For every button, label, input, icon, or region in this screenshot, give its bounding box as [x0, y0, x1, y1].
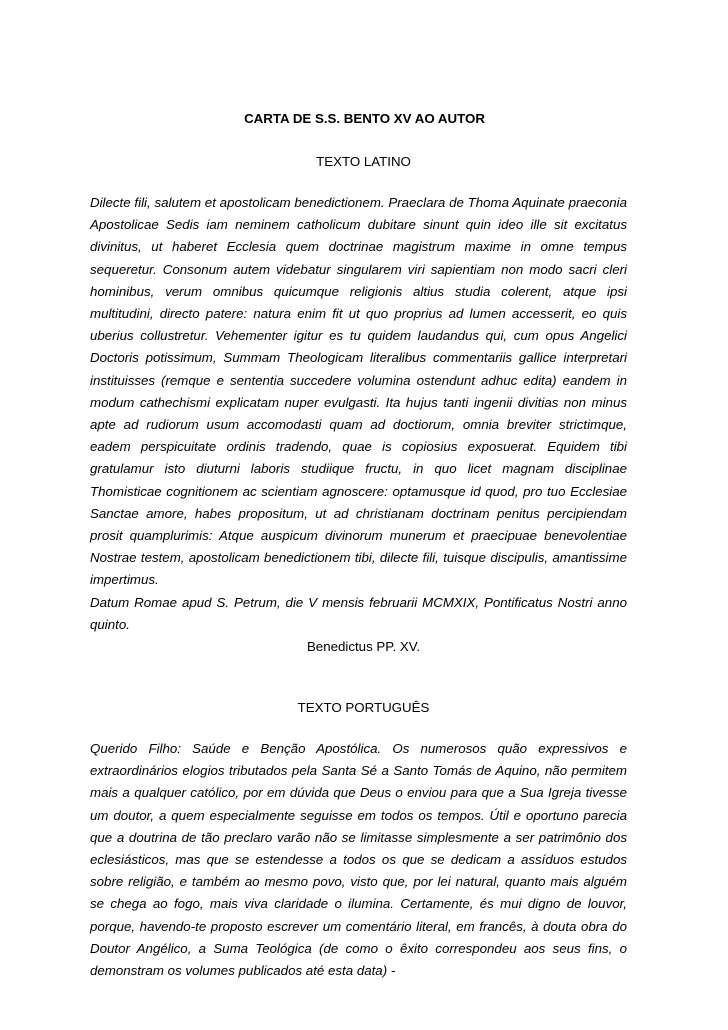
- document-page: [90, 109, 627, 982]
- document-title: CARTA DE S.S. BENTO XV AO AUTOR: [244, 111, 485, 126]
- latin-heading: TEXTO LATINO: [316, 154, 411, 169]
- signature: Benedictus PP. XV.: [306, 639, 421, 655]
- portuguese-heading: TEXTO PORTUGUÊS: [297, 700, 430, 716]
- portuguese-body: Querido Filho: Saúde e Benção Apostólica. Os numerosos quão expressivos e extraordinários elogios tributados pela Santa Sé a Santo Tomás de Aquino, não permitem mais a qualquer católico, por em dúvida que Deus o enviou para que a Sua Igreja tivesse um doutor, a quem especialmente seguisse em todos os tempos. Útil e oportuno parecia que a doutrina de tão preclaro varão não se limitasse simplesmente a ser patrimônio dos eclesiásticos, mas que se estendesse a todos os que se dedicam a assíduos estudos sobre religião, e também ao mesmo povo, visto que, por lei natural, quanto mais alguém se chega ao fogo, mais viva claridade o ilumina. Certamente, és mui digno de louvor, porque, havendo-te proposto escrever um comentário literal, em francês, à douta obra do Doutor Angélico, a Suma Teológica (de como o êxito correspondeu aos seus fins, o demonstram os volumes publicados até esta data) -: [90, 741, 627, 979]
- latin-dated-line: Datum Romae apud S. Petrum, die V mensis februarii MCMXIX, Pontificatus Nostri anno quinto.: [90, 594, 627, 632]
- latin-body: Dilecte fili, salutem et apostolicam benedictionem. Praeclara de Thoma Aquinate praeconia Apostolicae Sedis iam neminem catholicum dubitare sinunt quin ideo ille sit excitatus divinitus, ut haberet Ecclesia quem doctrinae magistrum maxime in omne tempus sequeretur. Consonum autem videbatur singularem viri sapientiam non modo sacri cleri hominibus, verum omnibus quicumque religionis altius studia colerent, atque ipsi multitudini, directo patere: natura enim fit ut quo proprius ad lumen accesserit, eo quis uberius collustretur. Vehementer igitur es tu quidem laudandus qui, cum opus Angelici Doctoris potissimum, Summam Theologicam literalibus commentariis gallice interpretari instituisses (remque e sententia succedere volumina ostendunt adhuc edita) eandem in modum cathechismi explicatam nuper evulgasti. Ita hujus tanti ingenii divitias non minus apte ad rudiorum usum accomodasti quam ad doctiorum, omnia breviter strictimque, eadem perspicuitate ordinis tradendo, quae is copiosius exposuerat. Equidem tibi gratulamur isto diuturni laboris studiique fructu, in quo licet magnam disciplinae Thomisticae cognitionem ac scientiam agnoscere: optamusque id quod, pro tuo Ecclesiae Sanctae amore, habes propositum, ut ad christianam doctrinam penitus percipiendam prosit quamplurimis: Atque auspicum divinorum munerum et praecipuae benevolentiae Nostrae testem, apostolicam benedictionem tibi, dilecte fili, tuisque discipulis, amantissime impertimus.: [90, 195, 627, 588]
